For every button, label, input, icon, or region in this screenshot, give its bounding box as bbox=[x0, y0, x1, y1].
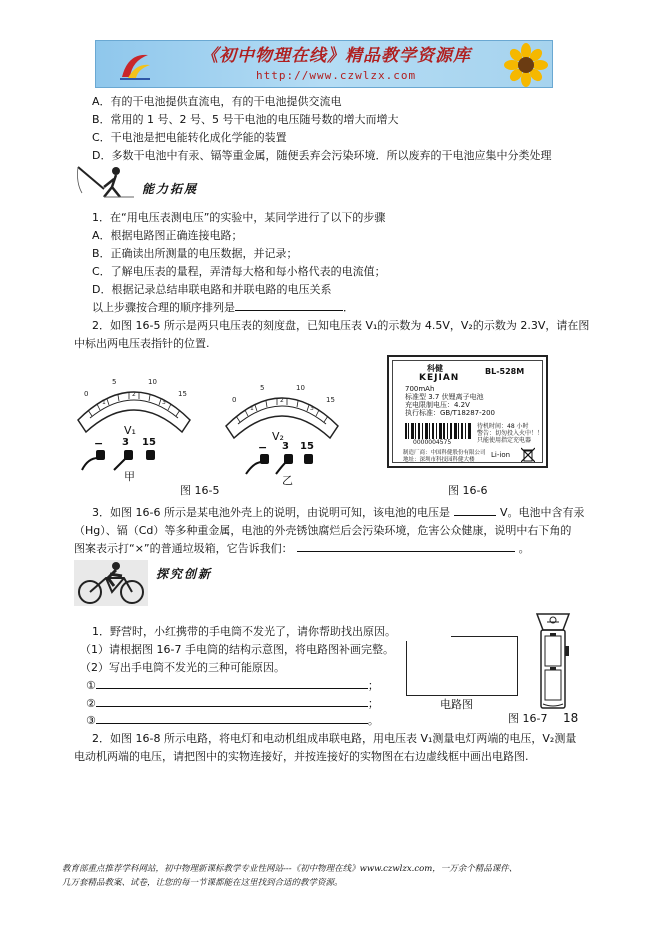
banner-title: 《初中物理在线》精品教学资源库 bbox=[201, 46, 471, 66]
section-explore-heading: 探究创新 bbox=[156, 567, 213, 581]
option-b: B．常用的 1 号、2 号、5 号干电池的电压随号数的增大而增大 bbox=[92, 113, 399, 126]
banner-url[interactable]: http://www.czwlzx.com bbox=[256, 69, 417, 82]
q3-line2: （Hg）、镉（Cd）等多种重金属，电池的外壳锈蚀腐烂后会污染环境，危害公众健康，说明中右下角的 bbox=[74, 524, 572, 537]
circuit-diagram-box[interactable] bbox=[406, 636, 518, 696]
q3-line3-suffix: 。 bbox=[518, 542, 530, 555]
q3-line1-prefix: 3．如图 16-6 所示是某电池外壳上的说明，由说明可知，该电池的电压是 bbox=[92, 506, 450, 519]
meter-a-tick-15: 15 bbox=[178, 390, 187, 398]
battery-label bbox=[387, 355, 548, 468]
circuit-label: 电路图 bbox=[440, 698, 473, 711]
meter-a-tick-5: 5 bbox=[112, 378, 117, 386]
q1-step-b: B．正确读出所测量的电压数据，并记录； bbox=[92, 247, 298, 260]
e1-reason-1-blank[interactable] bbox=[96, 678, 368, 689]
meter-b-symbol: V₂ bbox=[272, 430, 284, 443]
barcode-icon bbox=[405, 423, 471, 439]
q3-voltage-blank[interactable] bbox=[454, 505, 496, 516]
meter-b-terminal-3: 3 bbox=[282, 441, 289, 452]
q1-order bbox=[92, 300, 354, 315]
q1-order-prefix: 以上步骤按合理的顺序排列是 bbox=[92, 301, 235, 314]
meter-a-tick-3: 3 bbox=[162, 399, 166, 406]
fishing-figure-icon bbox=[74, 163, 136, 199]
cyclist-icon bbox=[74, 560, 148, 606]
footer-line-1: 教育部重点推荐学科网站，初中物理新课标教学专业性网站---《初中物理在线》www.czwlzx.com，一万余个精品课件、 bbox=[62, 864, 518, 874]
e1-reason-3-num: ③ bbox=[86, 714, 96, 727]
meter-b-tick-2: 2 bbox=[280, 397, 284, 404]
q2-line2: 中标出两电压表指针的位置. bbox=[74, 337, 210, 350]
meter-b-tick-5: 5 bbox=[260, 384, 265, 392]
e1-reason-1-end: ； bbox=[367, 679, 379, 692]
voltmeter-b bbox=[220, 380, 344, 490]
battery-capacity: 700mAh bbox=[405, 385, 435, 393]
meter-b-tick-1: 1 bbox=[250, 405, 254, 412]
meter-a-terminal-neg: − bbox=[94, 437, 104, 450]
flashlight-icon bbox=[533, 612, 573, 710]
fig-16-7-caption: 图 16-7 bbox=[508, 712, 548, 725]
fig-16-6-caption: 图 16-6 bbox=[448, 484, 488, 497]
e1-reason-3-blank[interactable] bbox=[96, 713, 368, 724]
fig-16-5-caption: 图 16-5 bbox=[180, 484, 220, 497]
q1-step-c: C．了解电压表的量程，弄清每大格和每小格代表的电流值； bbox=[92, 265, 386, 278]
meter-b-label: 乙 bbox=[282, 474, 293, 487]
q2-line1: 2．如图 16-5 所示是两只电压表的刻度盘，已知电压表 V₁的示数为 4.5V，V₂的示数为 2.3V，请在图 bbox=[92, 319, 590, 332]
meter-b-tick-10: 10 bbox=[296, 384, 305, 392]
meter-a-tick-0: 0 bbox=[84, 390, 89, 398]
e1-reason-2-end: ； bbox=[367, 697, 379, 710]
page-footer bbox=[62, 863, 622, 890]
q1-step-d: D．根据记录总结串联电路和并联电路的电压关系 bbox=[92, 283, 332, 296]
battery-line-c: 执行标准：GB/T18287-200 bbox=[405, 409, 496, 417]
meter-b-terminals[interactable] bbox=[226, 452, 336, 476]
meter-a-tick-1: 1 bbox=[102, 399, 106, 406]
battery-li-ion: Li-ion bbox=[491, 451, 511, 459]
battery-line-b: 充电限制电压：4.2V bbox=[405, 401, 470, 409]
meter-b-terminal-15: 15 bbox=[300, 441, 314, 452]
voltmeter-a-dial bbox=[72, 374, 196, 444]
q1-step-a: A．根据电路图正确连接电路； bbox=[92, 229, 243, 242]
meter-b-tick-15: 15 bbox=[326, 396, 335, 404]
option-a: A．有的干电池提供直流电，有的干电池提供交流电 bbox=[92, 95, 342, 108]
option-c: C．干电池是把电能转化成化学能的装置 bbox=[92, 131, 287, 144]
battery-brand-en: KEJIAN bbox=[419, 373, 460, 383]
e1-reason-1 bbox=[86, 678, 379, 693]
e1-reason-2-blank[interactable] bbox=[96, 696, 368, 707]
e1-reason-2 bbox=[86, 696, 379, 711]
battery-model: BL-528M bbox=[485, 367, 525, 376]
q3-line1 bbox=[92, 505, 585, 520]
meter-b-tick-3: 3 bbox=[310, 405, 314, 412]
battery-brand-cn: 科健 bbox=[427, 364, 443, 373]
q3-line3 bbox=[74, 541, 530, 556]
meter-a-terminal-15: 15 bbox=[142, 437, 156, 448]
q1-order-suffix: ． bbox=[343, 301, 354, 314]
battery-maker-a: 制造厂商：中国科健股份有限公司 bbox=[403, 450, 486, 456]
e1-reason-3 bbox=[86, 713, 379, 728]
e1-reason-3-end: 。 bbox=[367, 714, 379, 727]
battery-maker-b: 地址：深圳市科技园科健大楼 bbox=[403, 457, 475, 463]
meter-b-tick-0: 0 bbox=[232, 396, 237, 404]
e2-line1: 2．如图 16-8 所示电路，将电灯和电动机组成串联电路，用电压表 V₁测量电灯两端的电压，V₂测量 bbox=[92, 732, 577, 745]
battery-label-inner bbox=[392, 360, 543, 463]
e1-stem: 1．野营时，小红携带的手电筒不发光了，请你帮助找出原因。 bbox=[92, 625, 396, 638]
battery-line-d: 待机时间：48 小时 bbox=[477, 423, 529, 430]
battery-line-e: 警告：切勿投入火中！！ bbox=[477, 430, 544, 437]
e1-reason-1-num: ① bbox=[86, 679, 96, 692]
meter-a-symbol: V₁ bbox=[124, 424, 136, 437]
sunflower-icon bbox=[504, 43, 548, 87]
circuit-gap bbox=[405, 633, 451, 641]
battery-line-f: 只能使用指定充电器 bbox=[477, 437, 532, 444]
q3-line1-suffix: V。电池中含有汞 bbox=[499, 506, 585, 519]
q3-line3-prefix: 图案表示打“×”的普通垃圾箱，它告诉我们： bbox=[74, 542, 293, 555]
e1-reason-2-num: ② bbox=[86, 697, 96, 710]
voltmeter-a bbox=[72, 374, 196, 484]
footer-line-2: 几万套精品教案、试卷，让您的每一节课都能在这里找到合适的教学资源。 bbox=[62, 877, 343, 888]
site-logo-icon bbox=[118, 49, 152, 81]
q3-answer-blank[interactable] bbox=[297, 541, 515, 552]
meter-a-label: 甲 bbox=[124, 470, 135, 483]
battery-line-a: 标准型 3.7 伏锂离子电池 bbox=[405, 393, 484, 401]
e1-sub1: （1）请根据图 16-7 手电筒的结构示意图，将电路图补画完整。 bbox=[80, 643, 394, 656]
e1-sub2: （2）写出手电筒不发光的三种可能原因。 bbox=[80, 661, 285, 674]
meter-a-terminal-3: 3 bbox=[122, 437, 129, 448]
q1-stem: 1．在“用电压表测电压”的实验中，某同学进行了以下的步骤 bbox=[92, 211, 386, 224]
e2-line2: 电动机两端的电压，请把图中的实物连接好，并按连接好的实物图在右边虚线框中画出电路图. bbox=[74, 750, 529, 763]
crossed-bin-icon bbox=[521, 447, 535, 463]
meter-b-terminal-neg: − bbox=[258, 441, 268, 454]
meter-a-tick-2: 2 bbox=[132, 391, 136, 398]
meter-a-tick-10: 10 bbox=[148, 378, 157, 386]
page-number: 18 bbox=[563, 711, 579, 725]
battery-barcode-number: 0000004575 bbox=[413, 439, 452, 446]
option-d: D．多数干电池中有汞、镉等重金属，随便丢弃会污染环境．所以废弃的干电池应集中分类处理 bbox=[92, 149, 552, 162]
site-banner bbox=[95, 40, 553, 88]
section-ability-heading: 能力拓展 bbox=[142, 182, 199, 196]
q1-order-blank[interactable] bbox=[235, 300, 343, 311]
